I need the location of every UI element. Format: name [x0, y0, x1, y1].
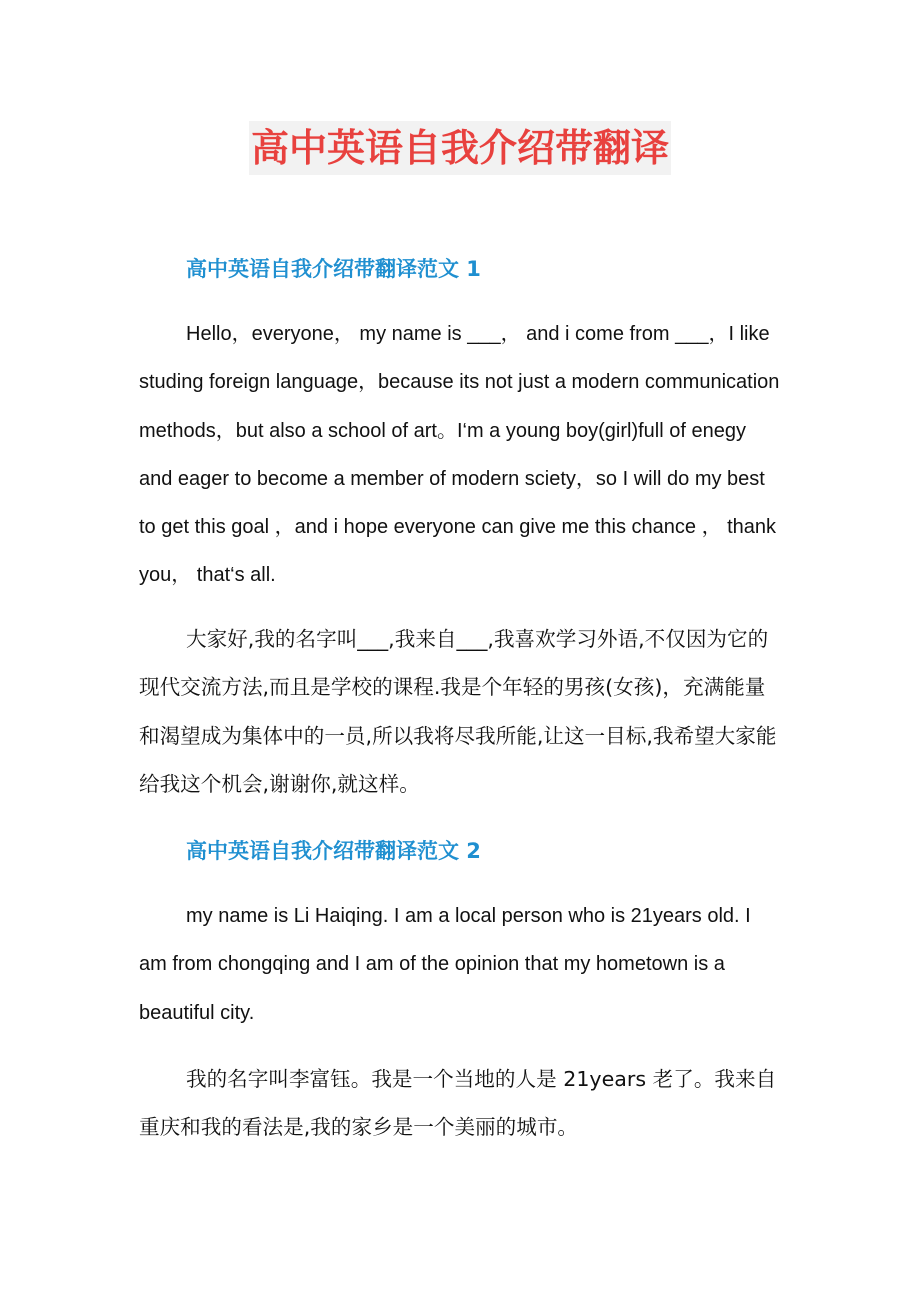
- section-heading-1: 高中英语自我介绍带翻译范文 1: [186, 257, 481, 281]
- section-1-chinese-paragraph: 大家好,我的名字叫___,我来自___,我喜欢学习外语,不仅因为它的现代交流方法,而且是学校的课程.我是个年轻的男孩(女孩)，充满能量和渴望成为集体中的一员,所以我将尽我所能,让这一目标,我希望大家能给我这个机会,谢谢你,就这样。: [139, 627, 777, 796]
- section-2-chinese-paragraph: 我的名字叫李富钰。我是一个当地的人是 21years 老了。我来自重庆和我的看法是,我的家乡是一个美丽的城市。: [139, 1067, 777, 1140]
- section-1-english-paragraph: Hello，everyone， my name is ___， and i come from ___，I like studing foreign language，because its not just a modern communication methods，but also a school of art。I‘m a young boy(girl)full of enegy and eager to become a member of modern sciety，so I will do my best to get this goal ，and i hope everyone can give me this chance ， thank you， that‘s all.: [139, 323, 780, 587]
- document-title: 高中英语自我介绍带翻译: [249, 121, 671, 175]
- title-container: [0, 121, 920, 175]
- section-heading-2: 高中英语自我介绍带翻译范文 2: [186, 839, 481, 863]
- section-2-english-paragraph: my name is Li Haiqing. I am a local person who is 21years old. I am from chongqing and I am of the opinion that my hometown is a beautiful city.: [139, 905, 751, 1024]
